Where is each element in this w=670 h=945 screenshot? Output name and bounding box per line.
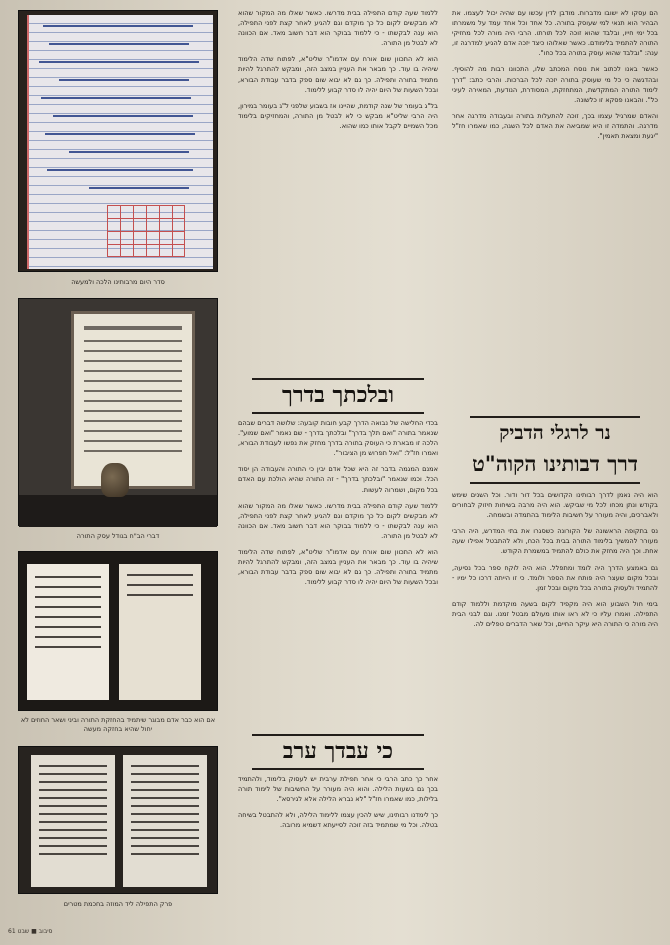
paragraph: בל"ג בעומר של שנה קודמת, שהיינו אז בשבוע שלפני ל"ג בעומר במירון, היה הרבי שליט"א מבקש כי לא לבטל מן התורה, והמחזיקים בלימוד מכל השמיים לקבל אותו כמו שהוא.: [238, 101, 438, 130]
folio-text-line: [39, 805, 107, 807]
paragraph: בימי חול השבוע הוא היה מקפיד לקום בשעה מוקדמת וללמוד קודם התפילה. ואמרו עליו כי לא ראו אותו מעולם מבטל זמנו. וגם לבני הבית היה מורה כי התורה היא עיקר החיים, וכל שאר הדברים טפלים לה.: [452, 599, 658, 629]
photo2-caption: דברי הב"ח בגודל עסק התורה: [76, 532, 160, 540]
paragraph: והאדם שמרגיל עצמו בכך, זוכה להתעלות בתורה ובעבודה מדרגה אחר מדרגה. והתמדה זו היא שמביאה את האדם לכל השגה, כמו שאמרו חז"ל "יגעת ומצאת תאמין".: [452, 111, 658, 141]
book-right-page: [119, 564, 201, 700]
paragraph: ללמוד שעה קודם התפילה בבית מדרשו. כאשר שאלו מה המקור שהוא לא מבקשים לקום כל כך מוקדם וגם להגיע לאחר קצת לפני התפילה, הוא ענה לבקשתו - כי ללמוד בבוקר הוא דבר חשוב מאד. אם הכוונה לא לבטל מן התורה.: [238, 501, 438, 540]
frame-text-line: [84, 380, 182, 382]
paragraph: כך לימדנו רבותינו, שיש להכין עצמו ללימוד הלילה, ולא להתבטל בשיחה בטלה. וכל מי שמתמיד בזה זוכה לסייעתא דשמיא מרובה.: [238, 811, 438, 830]
frame-text-line: [84, 430, 182, 432]
table-surface: [19, 495, 217, 527]
page-footer: סיבוב ■ שבט 61: [8, 928, 53, 935]
book-text-line: [35, 626, 101, 628]
heading-rule: [252, 412, 424, 414]
photo4-caption: פרק התפילה ליד המוזה בחכמת מטרים: [63, 900, 173, 908]
folio-text-line: [131, 837, 199, 839]
folio-text-line: [131, 781, 199, 783]
folio-text-line: [39, 821, 107, 823]
section-heading: כי עבדך ערב: [282, 738, 394, 764]
folio-right-page: [123, 755, 207, 887]
heading-rule: [470, 416, 640, 418]
right-column-top: [452, 8, 658, 412]
folio-text-line: [39, 853, 107, 855]
handwriting-line: [69, 151, 189, 153]
frame-text-line: [84, 400, 182, 402]
paragraph: הם עסקו לא ישובו מדברות. מודבן לדין עכשו עם שהיה יכול לעצמו. את הבהיר הוא תנאי למי שעוסק בתורה. כל אחד וכל אחד עמד על משמרתו בכל ימי חייו, ובלבד שהוא זוכה לכל תורתו. הרבי היה מורה לכל מחזיקי התורה להתמיד בלימודם. כאשר שאלוהו כיצד יזכה אדם להגיע למדרגה זו, ענה: "ובלבד שהוא עוסק בתורה בכל כחו".: [452, 9, 658, 58]
middle-column-top: [238, 8, 438, 376]
framed-document: [71, 311, 195, 489]
handwriting-line: [53, 115, 193, 117]
folio-text-line: [131, 805, 199, 807]
handwriting-line: [39, 61, 199, 63]
photo1-caption: סדר היום מרבותינו הלכה ולמעשה: [71, 278, 165, 286]
book-text-line: [35, 606, 101, 608]
folio-text-line: [39, 765, 107, 767]
paragraph: הוא לא התכוון שום אורח עם אדמו"ר שליט"א, לפתוח שדה הלימוד שיהיה בו עוד. כך מבאר את העניין במצב הזה, ומבקש להתרגל להיות מתמיד בתורה ותפילה. כך גם לא יבוא שום ספק בדבר עבודת הבורא, ובכל השעות של היום יהיה לו סדר קבוע ללימוד.: [238, 548, 438, 587]
frame-title-line: [84, 326, 182, 330]
heading-rule: [252, 768, 424, 770]
folio-text-line: [39, 773, 107, 775]
book-text-line: [127, 584, 193, 586]
frame-text-line: [84, 390, 182, 392]
folio-text-line: [39, 829, 107, 831]
folio-text-line: [39, 837, 107, 839]
handwriting-line: [49, 43, 189, 45]
folio-left-page: [31, 755, 115, 887]
section-heading: ובלכתך בדרך: [282, 382, 394, 408]
paragraph: הוא היה נאמן לדרך רבותינו הקדושים בכל דור ודור. וכל השנים שימש בקודש ונתן מכחו לכל מי שביקש. הוא היה מרבה בשיחות חיזוק לבחורים ולאברכים, והיה מעורר על חשיבות הלימוד בהתמדה ובשמחה.: [452, 491, 658, 520]
paragraph: ללמוד שעה קודם התפילה בבית מדרשו. כאשר שאלו מה המקור שהוא לא מבקשים לקום כל כך מוקדם וגם להגיע לאחר קצת לפני התפילה, הוא ענה לבקשתו - כי ללמוד בבוקר הוא דבר חשוב מאד. אם הכוונה לא לבטל מן התורה.: [238, 9, 438, 48]
photo-column: [18, 8, 218, 913]
folio-text-line: [131, 821, 199, 823]
book-text-line: [127, 594, 193, 596]
folio-text-line: [39, 797, 107, 799]
frame-text-line: [84, 410, 182, 412]
frame-text-line: [84, 420, 182, 422]
book-text-line: [127, 574, 193, 576]
folio-text-line: [131, 765, 199, 767]
folio-text-line: [39, 813, 107, 815]
book-text-line: [35, 576, 101, 578]
frame-text-line: [84, 370, 182, 372]
paragraph: אחר כך כתב הרבי כי אחר תפילת ערבית יש לעסוק בלימוד, ולהתמיד בכך גם בשעות הלילה. והוא היה מעורר על החשיבות של לימוד תורה בלילות, כמו שאמרו חז"ל "לא נברא הלילה אלא לגירסא".: [238, 775, 438, 804]
middle-column-bottom: [238, 774, 438, 914]
folio-text-line: [131, 789, 199, 791]
right-column-bottom: [452, 490, 658, 914]
photo3-caption: אם הוא כבר אדם מבוגר שיתמיד בהחזקת התורה וביני ושאר החוזים לא יחול שהיא בחזקה מעשה: [20, 716, 216, 733]
open-book-photo: [18, 551, 218, 711]
folio-text-line: [131, 773, 199, 775]
book-text-line: [35, 636, 101, 638]
paragraph: אמנם המגמה בדבר זה היא שכל אדם יבין כי התורה והעבודה הן יסוד הכל. וכמו שנאמר "ובלכתך בדרך" - זה התורה שהיא הולכת עם האדם בכל מקום, ושמרוה לעשות.: [238, 465, 438, 494]
folio-text-line: [131, 829, 199, 831]
handwriting-line: [59, 79, 189, 81]
handwriting-line: [89, 187, 189, 189]
book-text-line: [35, 596, 101, 598]
handwriting-line: [47, 169, 193, 171]
folio-text-line: [39, 781, 107, 783]
middle-column-section: [238, 418, 438, 730]
handwriting-line: [43, 25, 193, 27]
handwriting-line: [45, 133, 195, 135]
vase: [101, 463, 129, 497]
notebook-photo: [18, 10, 218, 272]
article-title: נר לרגלי הדביק: [499, 422, 611, 444]
handwriting-line: [41, 97, 191, 99]
framed-document-photo: [18, 298, 218, 526]
folio-text-line: [39, 845, 107, 847]
schedule-grid: [107, 205, 185, 257]
book-text-line: [35, 616, 101, 618]
folio-text-line: [131, 797, 199, 799]
frame-text-line: [84, 340, 182, 342]
paragraph: גם באמצע הדרך היה לומד ומתפלל. הוא היה לוקח ספר בכל נסיעה, ובכל מקום שעצר היה פותח את הספר ולומד. כי זו הייתה דרכו כל ימיו - להתמיד ולעסוק בתורה בכל מקום ובכל זמן.: [452, 563, 658, 592]
handwritten-notebook: [27, 15, 213, 269]
frame-text-line: [84, 360, 182, 362]
frame-text-line: [84, 350, 182, 352]
frame-text-line: [84, 450, 182, 452]
frame-text-line: [84, 440, 182, 442]
folio-photo: [18, 746, 218, 894]
article-subtitle: דרך דבותינו הקוה"ט: [472, 451, 638, 476]
paragraph: בכדי החלישה של נבואה הדרך קבע חובות קובעה: שלושה דברים שבהם שנאמר בתורה "ואם תלך בדרך" ובלכתך בדרך - שם נאמר "ואם שמוע". הלכה זו מבארת כי העוסק בתורה בדרך מחזק את נפשו לעבודת הבורא, ואמרו חז"ל: "ואל תפרוש מן הציבור".: [238, 419, 438, 458]
book-text-line: [35, 646, 101, 648]
paragraph: הוא לא התכוון שום אורח עם אדמו"ר שליט"א, לפתוח שדה הלימוד שיהיה בו עוד. כך מבאר את העניין במצב הזה, ומבקש להתרגל להיות מתמיד בתורה ותפילה. כך גם לא יבוא שום ספק בדבר עבודת הבורא, ובכל השעות של היום יהיה לו סדר קבוע ללימוד.: [238, 55, 438, 94]
book-text-line: [35, 586, 101, 588]
paragraph: כאשר באנו לכתוב את נוסח המכתב שלו, התכוונו רבות מה להוסיף. ובהדגשה כי כל מי שעוסק בתורה יזכה לכל הברכות. והרבי כתב: "דרך לימוד התורה המתקדשת, המתחזקת, המסודרת, הנודעת, המאירה לעיני כל". והבאנו פסקא זו כלשונה.: [452, 65, 658, 104]
folio-text-line: [131, 845, 199, 847]
paragraph: נס בתקופה הראשונה של הקורונה כשסגרו את בתי המדרש, היה הרבי מעורר להמשיך בלימוד התורה בבית בכל הכח, ולא להתבטל אפילו שעה אחת. וכך היה מחזק את כולם להתמיד במשמרת הקודש.: [452, 527, 658, 556]
folio-text-line: [131, 813, 199, 815]
heading-rule: [470, 482, 640, 484]
folio-text-line: [39, 789, 107, 791]
folio-text-line: [131, 853, 199, 855]
book-left-page: [27, 564, 109, 700]
